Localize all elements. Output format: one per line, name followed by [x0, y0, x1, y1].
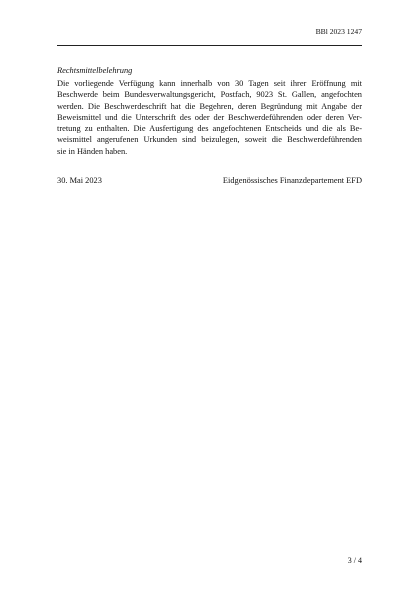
- issuing-authority: Eidgenössisches Finanzdepartement EFD: [222, 176, 362, 185]
- header-divider: [57, 45, 362, 46]
- legal-remedy-paragraph: [57, 78, 362, 157]
- paragraph-line: tretung zu enthalten. Die Ausfertigung des angefochtenen Entscheids und die als Be-: [57, 124, 362, 134]
- paragraph-line: werden. Die Beschwerdeschrift hat die Begehren, deren Begründung mit Angabe der: [57, 101, 362, 111]
- paragraph-line: sie in Händen haben.: [57, 146, 128, 156]
- paragraph-line: Die vorliegende Verfügung kann innerhalb von 30 Tagen seit ihrer Eröffnung mit: [57, 79, 362, 88]
- section-heading: Rechtsmittelbelehrung: [57, 66, 133, 75]
- paragraph-line: Beweismittel und die Unterschrift des oder der Beschwerdeführenden oder deren Ver-: [57, 112, 362, 122]
- page-number: 3 / 4: [347, 556, 362, 565]
- signature-date: 30. Mai 2023: [57, 176, 102, 185]
- paragraph-line: weismittel angerufenen Urkunden sind beizulegen, soweit die Beschwerdeführenden: [57, 135, 362, 145]
- paragraph-line: Beschwerde beim Bundesverwaltungsgericht, Postfach, 9023 St. Gallen, angefochten: [57, 90, 362, 100]
- publication-reference: BBl 2023 1247: [315, 27, 362, 36]
